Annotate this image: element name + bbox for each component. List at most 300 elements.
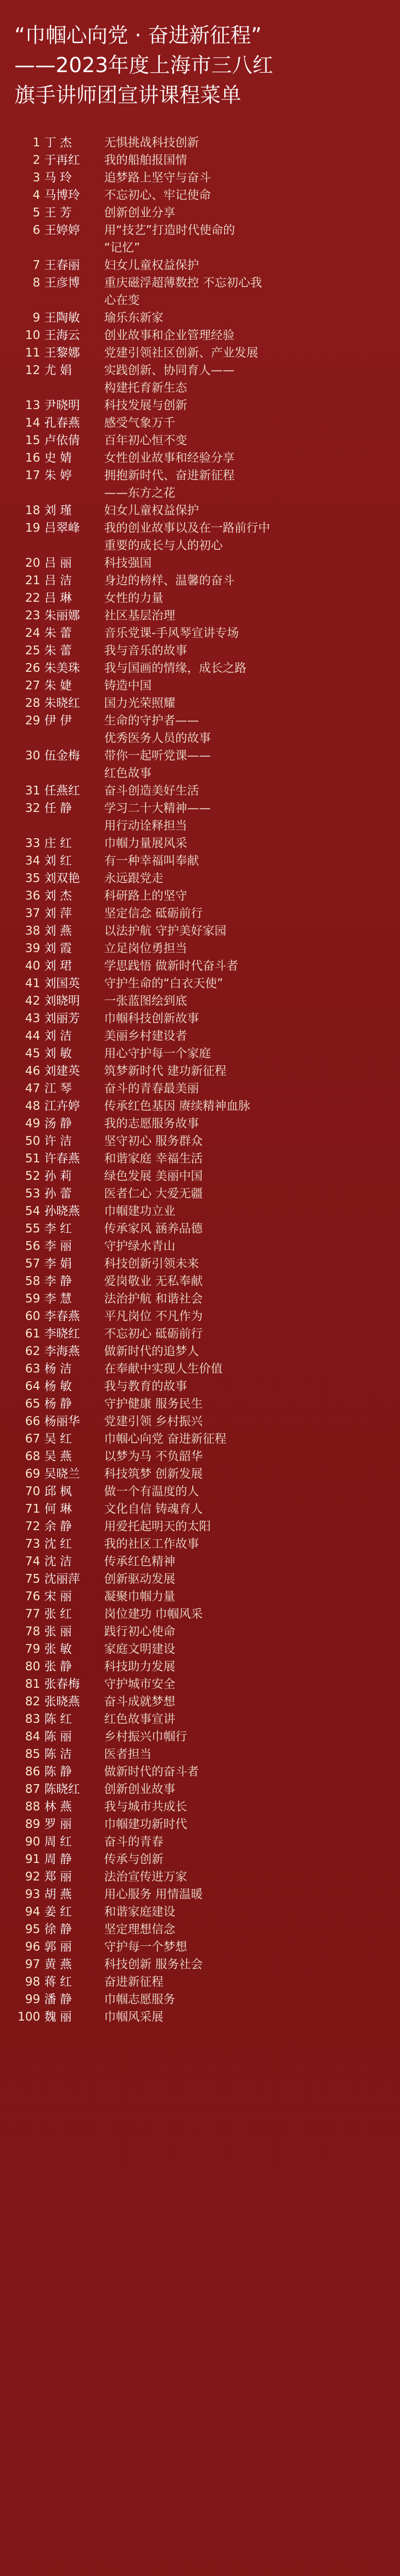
course-topic: 守护健康 服务民生: [104, 1397, 203, 1411]
course-row: [13, 1956, 387, 1973]
course-number: 94: [25, 1905, 40, 1919]
course-topic: 用爱托起明天的太阳: [104, 1520, 211, 1533]
course-topic: 巾帼科技创新故事: [104, 1012, 199, 1025]
course-row: [13, 257, 387, 274]
course-row: [13, 1097, 387, 1115]
course-number: 6: [32, 224, 40, 237]
poster-header: [0, 0, 400, 129]
course-number: 3: [32, 171, 40, 184]
course-topic: 凝聚巾帼力量: [104, 1590, 175, 1603]
lecturer-name: 刘 霞: [44, 942, 72, 955]
course-number: 2: [32, 154, 40, 167]
course-row: [13, 1255, 387, 1273]
course-row: [13, 1728, 387, 1745]
course-topic: 传承红色基因 赓续精神血脉: [104, 1099, 251, 1113]
course-topic: 岗位建功 巾帼风采: [104, 1607, 203, 1621]
course-number: 65: [25, 1397, 40, 1411]
course-number: 98: [25, 1975, 40, 1989]
course-topic: 音乐党课-手风琴宣讲专场: [104, 626, 239, 640]
course-row: [13, 554, 387, 572]
course-number: 86: [25, 1765, 40, 1778]
lecturer-name: 沈丽萍: [44, 1572, 80, 1586]
course-number: 57: [25, 1257, 40, 1270]
lecturer-name: 吴晓兰: [44, 1467, 80, 1481]
course-number: 9: [32, 311, 40, 325]
lecturer-name: 潘 静: [44, 1993, 72, 2006]
course-topic: 科技助力发展: [104, 1660, 175, 1673]
lecturer-name: 蒋 红: [44, 1975, 72, 1989]
course-row: [13, 905, 387, 922]
course-number: 64: [25, 1380, 40, 1393]
lecturer-name: 杨 静: [44, 1397, 72, 1411]
course-row: [13, 1448, 387, 1465]
course-row: [13, 1062, 387, 1080]
course-row: [13, 1238, 387, 1255]
lecturer-name: 王婷婷: [44, 224, 80, 237]
course-row: [13, 870, 387, 887]
course-number: 25: [25, 644, 40, 657]
course-topic: 我与城市共成长: [104, 1800, 187, 1814]
course-number: 62: [25, 1345, 40, 1358]
course-number: 60: [25, 1310, 40, 1323]
course-row: [13, 940, 387, 957]
course-topic: 巾帼建功新时代: [104, 1818, 187, 1831]
lecturer-name: 林 燕: [44, 1800, 72, 1814]
lecturer-name: 王陶敏: [44, 311, 80, 325]
course-topic: 拥抱新时代、奋进新征程: [104, 469, 235, 482]
course-topic: 国力光荣照耀: [104, 697, 175, 710]
course-topic: 瑜乐东新家: [104, 311, 163, 325]
course-topic: 社区基层治理: [104, 609, 175, 622]
course-row: [13, 327, 387, 344]
course-number: 45: [25, 1047, 40, 1060]
course-row: [13, 362, 387, 379]
course-number: 53: [25, 1187, 40, 1200]
course-row: [13, 642, 387, 659]
course-row: [13, 502, 387, 519]
course-number: 29: [25, 714, 40, 727]
lecturer-name: 陈晓红: [44, 1783, 80, 1796]
course-row: [13, 1360, 387, 1378]
course-topic: 我的创业故事以及在一路前行中: [104, 521, 270, 535]
course-row: [13, 1675, 387, 1693]
course-number: 95: [25, 1923, 40, 1936]
course-number: 72: [25, 1520, 40, 1533]
course-topic: 党建引领社区创新、产业发展: [104, 346, 258, 360]
course-topic: 女性的力量: [104, 591, 163, 605]
lecturer-name: 李 慧: [44, 1292, 72, 1306]
course-number: 76: [25, 1590, 40, 1603]
course-number: 48: [25, 1099, 40, 1113]
course-number: 37: [25, 907, 40, 920]
course-row: [13, 1483, 387, 1500]
course-row: [13, 659, 387, 677]
lecturer-name: 李 娟: [44, 1257, 72, 1270]
course-number: 23: [25, 609, 40, 622]
course-number: 69: [25, 1467, 40, 1481]
lecturer-name: 李 丽: [44, 1240, 72, 1253]
course-row: [13, 1535, 387, 1553]
lecturer-name: 孔春燕: [44, 416, 80, 430]
course-row: [13, 1553, 387, 1570]
course-topic: 以法护航 守护美好家园: [104, 924, 227, 938]
course-topic: 奋进新征程: [104, 1975, 163, 1989]
course-topic: 奋斗成就梦想: [104, 1695, 175, 1708]
lecturer-name: 许春燕: [44, 1152, 80, 1165]
course-row: [13, 1343, 387, 1360]
lecturer-name: 陈 洁: [44, 1748, 72, 1761]
course-row: [13, 1921, 387, 1938]
course-row: [13, 1745, 387, 1763]
course-number: 67: [25, 1432, 40, 1446]
course-topic: 平凡岗位 不凡作为: [104, 1310, 203, 1323]
lecturer-name: 张春梅: [44, 1677, 80, 1691]
lecturer-name: 陈 静: [44, 1765, 72, 1778]
course-number: 91: [25, 1853, 40, 1866]
course-row: [13, 1010, 387, 1027]
lecturer-name: 卢依倩: [44, 434, 80, 447]
lecturer-name: 孙晓燕: [44, 1205, 80, 1218]
course-topic: 和谐家庭 幸福生活: [104, 1152, 203, 1165]
course-topic: 党建引领 乡村振兴: [104, 1415, 203, 1428]
course-number: 54: [25, 1205, 40, 1218]
course-row: [13, 992, 387, 1010]
course-topic: 奋斗创造美好生活: [104, 784, 199, 798]
course-number: 8: [32, 276, 40, 290]
lecturer-name: 朱丽娜: [44, 609, 80, 622]
course-number: 19: [25, 521, 40, 535]
lecturer-name: 江 琴: [44, 1082, 72, 1095]
course-row: [13, 151, 387, 169]
lecturer-name: 吕 丽: [44, 556, 72, 570]
course-number: 42: [25, 994, 40, 1008]
lecturer-name: 朱晓红: [44, 697, 80, 710]
course-topic-continued: 心在变: [104, 294, 140, 307]
course-row: [13, 1903, 387, 1921]
course-row: [13, 1991, 387, 2008]
course-row: [13, 1588, 387, 1605]
course-number: 10: [25, 329, 40, 342]
lecturer-name: 张晓燕: [44, 1695, 80, 1708]
course-row: [13, 1605, 387, 1623]
lecturer-name: 宋 丽: [44, 1590, 72, 1603]
lecturer-name: 马 玲: [44, 171, 72, 184]
course-row: [13, 1851, 387, 1868]
lecturer-name: 任 静: [44, 802, 72, 815]
lecturer-name: 郑 丽: [44, 1870, 72, 1884]
course-topic: 妇女儿童权益保护: [104, 504, 199, 517]
lecturer-name: 杨丽华: [44, 1415, 80, 1428]
course-topic: 身边的榜样、温馨的奋斗: [104, 574, 235, 587]
lecturer-name: 吴 红: [44, 1432, 72, 1446]
lecturer-name: 汤 静: [44, 1117, 72, 1130]
lecturer-name: 丁 杰: [44, 136, 72, 149]
lecturer-name: 陈 丽: [44, 1730, 72, 1743]
course-list: [13, 134, 387, 2026]
course-number: 61: [25, 1327, 40, 1341]
course-number: 51: [25, 1152, 40, 1165]
course-topic-continued: ——东方之花: [104, 486, 175, 500]
lecturer-name: 伍金梅: [44, 749, 80, 762]
course-topic: 巾帼心向党 奋进新征程: [104, 1432, 227, 1446]
course-topic: 文化自信 铸魂育人: [104, 1502, 203, 1516]
course-number: 22: [25, 591, 40, 605]
course-row: [13, 712, 387, 730]
course-number: 50: [25, 1134, 40, 1148]
course-topic: 女性创业故事和经验分享: [104, 451, 235, 465]
course-row: [13, 449, 387, 467]
course-row: [13, 1886, 387, 1903]
lecturer-name: 江卉婷: [44, 1099, 80, 1113]
course-row: [13, 432, 387, 449]
course-number: 14: [25, 416, 40, 430]
course-number: 34: [25, 854, 40, 868]
course-row: [13, 1430, 387, 1448]
course-row: [13, 694, 387, 712]
course-topic: 巾帼力量展风采: [104, 837, 187, 850]
lecturer-name: 沈 红: [44, 1537, 72, 1551]
course-topic: 科技筑梦 创新发展: [104, 1467, 203, 1481]
course-topic: 奋斗的青春最美丽: [104, 1082, 199, 1095]
course-row: [13, 957, 387, 975]
course-number: 99: [25, 1993, 40, 2006]
course-row: [13, 1798, 387, 1816]
course-number: 20: [25, 556, 40, 570]
course-row: [13, 414, 387, 432]
course-number: 46: [25, 1064, 40, 1078]
course-row: [13, 782, 387, 800]
course-row: [13, 467, 387, 484]
course-row: [13, 1308, 387, 1325]
course-topic: 做新时代的奋斗者: [104, 1765, 199, 1778]
lecturer-name: 李 红: [44, 1222, 72, 1235]
course-row: [13, 922, 387, 940]
course-row: [13, 1132, 387, 1150]
lecturer-name: 孙 蕾: [44, 1187, 72, 1200]
lecturer-name: 尤 娟: [44, 364, 72, 377]
course-topic: 和谐家庭建设: [104, 1905, 175, 1919]
course-row: [13, 887, 387, 905]
course-topic: 践行初心使命: [104, 1625, 175, 1638]
course-number: 26: [25, 662, 40, 675]
course-row: [13, 187, 387, 204]
course-row: [13, 1378, 387, 1395]
lecturer-name: 吕 琳: [44, 591, 72, 605]
course-number: 1: [32, 136, 40, 149]
course-number: 88: [25, 1800, 40, 1814]
lecturer-name: 朱 蕾: [44, 644, 72, 657]
course-number: 74: [25, 1555, 40, 1568]
course-number: 4: [32, 189, 40, 202]
lecturer-name: 罗 丽: [44, 1818, 72, 1831]
course-topic: 学习二十大精神——: [104, 802, 211, 815]
lecturer-name: 李海燕: [44, 1345, 80, 1358]
course-topic: 做一个有温度的人: [104, 1485, 199, 1498]
course-row: [13, 274, 387, 292]
course-topic: 我的志愿服务故事: [104, 1117, 199, 1130]
course-topic: 红色故事宣讲: [104, 1713, 175, 1726]
course-topic: 巾帼建功立业: [104, 1205, 175, 1218]
course-number: 15: [25, 434, 40, 447]
lecturer-name: 周 红: [44, 1835, 72, 1849]
course-topic: 不忘初心、牢记使命: [104, 189, 211, 202]
course-topic: 有一种幸福叫奉献: [104, 854, 199, 868]
course-topic: 铸造中国: [104, 679, 152, 692]
course-row: [13, 204, 387, 222]
lecturer-name: 陈 红: [44, 1713, 72, 1726]
course-topic: 守护生命的“白衣天使”: [104, 977, 223, 990]
course-topic: 做新时代的追梦人: [104, 1345, 199, 1358]
course-topic: 实践创新、协同育人——: [104, 364, 235, 377]
lecturer-name: 周 静: [44, 1853, 72, 1866]
title-line-1: “巾帼心向党 · 奋进新征程”: [14, 24, 262, 47]
course-number: 75: [25, 1572, 40, 1586]
course-number: 52: [25, 1170, 40, 1183]
course-number: 13: [25, 399, 40, 412]
course-row: [13, 800, 387, 817]
lecturer-name: 朱美珠: [44, 662, 80, 675]
course-row: [13, 222, 387, 239]
course-number: 93: [25, 1888, 40, 1901]
course-row: [13, 1080, 387, 1097]
lecturer-name: 何 琳: [44, 1502, 72, 1516]
course-number: 24: [25, 626, 40, 640]
lecturer-name: 黄 燕: [44, 1958, 72, 1971]
lecturer-name: 刘 红: [44, 854, 72, 868]
course-number: 47: [25, 1082, 40, 1095]
course-topic: 生命的守护者——: [104, 714, 199, 727]
course-topic: 感受气象万千: [104, 416, 175, 430]
course-topic: 百年初心恒不变: [104, 434, 187, 447]
lecturer-name: 刘建英: [44, 1064, 80, 1078]
course-number: 30: [25, 749, 40, 762]
lecturer-name: 胡 燕: [44, 1888, 72, 1901]
course-number: 36: [25, 889, 40, 903]
course-row: [13, 835, 387, 852]
course-number: 77: [25, 1607, 40, 1621]
lecturer-name: 刘 萍: [44, 907, 72, 920]
lecturer-name: 王春丽: [44, 259, 80, 272]
course-number: 63: [25, 1362, 40, 1376]
course-number: 56: [25, 1240, 40, 1253]
course-row: [13, 134, 387, 151]
course-row: [13, 1816, 387, 1833]
course-number: 7: [32, 259, 40, 272]
lecturer-name: 王黎娜: [44, 346, 80, 360]
course-number: 68: [25, 1450, 40, 1463]
course-topic-continued: 用行动诠释担当: [104, 819, 187, 833]
course-topic: 带你一起听党课——: [104, 749, 211, 762]
course-row: [13, 1763, 387, 1781]
course-topic: 爱岗敬业 无私奉献: [104, 1275, 203, 1288]
course-row: [13, 1413, 387, 1430]
course-number: 80: [25, 1660, 40, 1673]
course-topic: 在奉献中实现人生价值: [104, 1362, 223, 1376]
course-row: [13, 1395, 387, 1413]
course-number: 70: [25, 1485, 40, 1498]
lecturer-name: 任燕红: [44, 784, 80, 798]
course-number: 11: [25, 346, 40, 360]
course-topic: 传承与创新: [104, 1853, 163, 1866]
course-number: 96: [25, 1940, 40, 1954]
course-row: [13, 1150, 387, 1167]
course-row: [13, 1500, 387, 1518]
course-row: [13, 1710, 387, 1728]
lecturer-name: 杨 洁: [44, 1362, 72, 1376]
course-topic: 我的船舶报国情: [104, 154, 187, 167]
course-topic: 守护每一个梦想: [104, 1940, 187, 1954]
course-row: [13, 1868, 387, 1886]
course-topic: 用“技艺”打造时代使命的: [104, 224, 235, 237]
lecturer-name: 伊 伊: [44, 714, 72, 727]
course-row: [13, 677, 387, 694]
course-number: 17: [25, 469, 40, 482]
course-row: [13, 1938, 387, 1956]
course-number: 16: [25, 451, 40, 465]
course-topic: 我的社区工作故事: [104, 1537, 199, 1551]
course-number: 43: [25, 1012, 40, 1025]
course-topic: 巾帼风采展: [104, 2010, 163, 2024]
course-row: [13, 1045, 387, 1062]
course-topic: 美丽乡村建设者: [104, 1029, 187, 1043]
course-topic: 创新创业故事: [104, 1783, 175, 1796]
lecturer-name: 刘丽芳: [44, 1012, 80, 1025]
lecturer-name: 刘晓明: [44, 994, 80, 1008]
course-topic: 一张蓝图绘到底: [104, 994, 187, 1008]
course-number: 49: [25, 1117, 40, 1130]
lecturer-name: 朱 蕾: [44, 626, 72, 640]
course-number: 39: [25, 942, 40, 955]
course-number: 33: [25, 837, 40, 850]
course-number: 58: [25, 1275, 40, 1288]
lecturer-name: 郭 丽: [44, 1940, 72, 1954]
course-topic: 坚定信念 砥砺前行: [104, 907, 203, 920]
course-row: [13, 2008, 387, 2026]
lecturer-name: 刘 珺: [44, 959, 72, 973]
lecturer-name: 张 静: [44, 1660, 72, 1673]
course-topic: 家庭文明建设: [104, 1642, 175, 1656]
course-topic-continued: 红色故事: [104, 767, 152, 780]
course-topic: 守护城市安全: [104, 1677, 175, 1691]
lecturer-name: 吕 洁: [44, 574, 72, 587]
course-row: [13, 1325, 387, 1343]
course-topic: 绿色发展 美丽中国: [104, 1170, 203, 1183]
course-row: [13, 1518, 387, 1535]
lecturer-name: 张 敏: [44, 1642, 72, 1656]
lecturer-name: 王海云: [44, 329, 80, 342]
course-number: 18: [25, 504, 40, 517]
lecturer-name: 朱 婕: [44, 679, 72, 692]
course-topic: 用心守护每一个家庭: [104, 1047, 211, 1060]
lecturer-name: 李 静: [44, 1275, 72, 1288]
lecturer-name: 王彦博: [44, 276, 80, 290]
course-topic: 坚守初心 服务群众: [104, 1134, 203, 1148]
lecturer-name: 朱 婷: [44, 469, 72, 482]
course-number: 55: [25, 1222, 40, 1235]
course-topic: 筑梦新时代 建功新征程: [104, 1064, 227, 1078]
course-number: 27: [25, 679, 40, 692]
course-topic: 法治护航 和谐社会: [104, 1292, 203, 1306]
course-number: 35: [25, 872, 40, 885]
lecturer-name: 张 红: [44, 1607, 72, 1621]
course-topic: 我与音乐的故事: [104, 644, 187, 657]
course-row: [13, 344, 387, 362]
lecturer-name: 姜 红: [44, 1905, 72, 1919]
course-topic: 坚定理想信念: [104, 1923, 175, 1936]
course-topic: 用心服务 用情温暖: [104, 1888, 203, 1901]
course-topic: 科技创新 服务社会: [104, 1958, 203, 1971]
course-number: 38: [25, 924, 40, 938]
